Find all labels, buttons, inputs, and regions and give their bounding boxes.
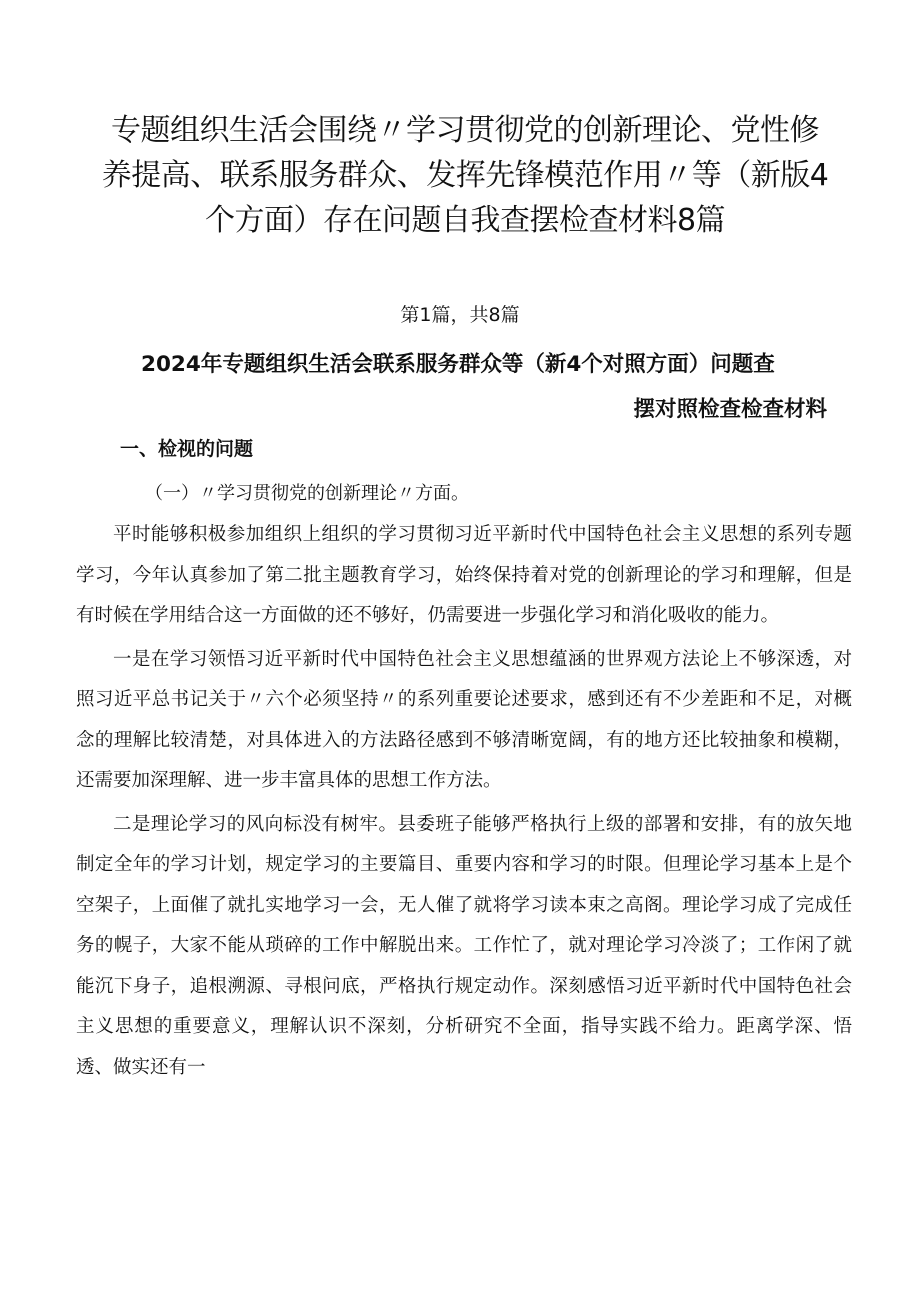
document-body: [76, 515, 852, 1088]
part-label: 第1篇，共8篇: [400, 304, 520, 326]
article-title-line-2: 摆对照检查检查材料: [633, 397, 827, 422]
sub-heading: （一）〃学习贯彻党的创新理论〃方面。: [145, 483, 469, 504]
document-main-title: 专题组织生活会围绕〃学习贯彻党的创新理论、党性修养提高、联系服务群众、发挥先锋模范作用〃等（新版4个方面）存在问题自我查摆检查材料8篇: [101, 113, 829, 238]
body-paragraph: 二是理论学习的风向标没有树牢。县委班子能够严格执行上级的部署和安排，有的放矢地制定全年的学习计划，规定学习的主要篇目、重要内容和学习的时限。但理论学习基本上是个空架子，上面催了就扎实地学习一会，无人催了就将学习读本束之高阁。理论学习成了完成任务的幌子，大家不能从琐碎的工作中解脱出来。工作忙了，就对理论学习冷淡了；工作闲了就能沉下身子，追根溯源、寻根问底，严格执行规定动作。深刻感悟习近平新时代中国特色社会主义思想的重要意义，理解认识不深刻，分析研究不全面，指导实践不给力。距离学深、悟透、做实还有一: [76, 813, 852, 1078]
article-title-line-1: 2024年专题组织生活会联系服务群众等（新4个对照方面）问题查: [141, 352, 775, 377]
body-paragraph: 一是在学习领悟习近平新时代中国特色社会主义思想蕴涵的世界观方法论上不够深透，对照习近平总书记关于〃六个必须坚持〃的系列重要论述要求，感到还有不少差距和不足，对概念的理解比较清楚，对具体进入的方法路径感到不够清晰宽阔，有的地方还比较抽象和模糊，还需要加深理解、进一步丰富具体的思想工作方法。: [76, 648, 852, 791]
body-paragraph: 平时能够积极参加组织上组织的学习贯彻习近平新时代中国特色社会主义思想的系列专题学习，今年认真参加了第二批主题教育学习，始终保持着对党的创新理论的学习和理解，但是有时候在学用结合这一方面做的还不够好，仍需要进一步强化学习和消化吸收的能力。: [76, 524, 852, 626]
article-title: [120, 342, 840, 432]
section-heading: 一、检视的问题: [120, 438, 254, 460]
